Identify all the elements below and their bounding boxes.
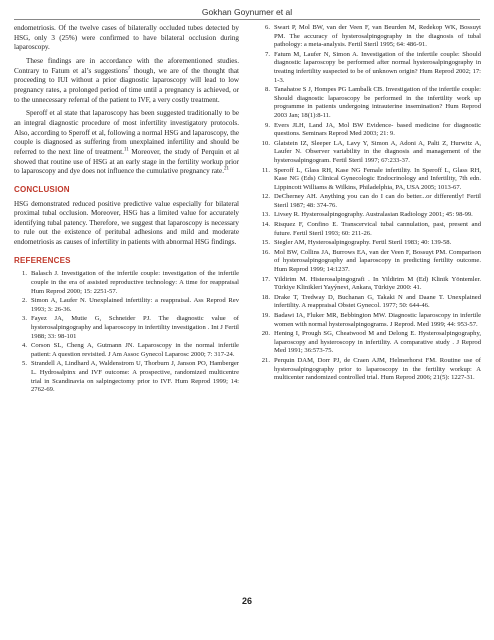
reference-list [257,24,481,383]
reference-number: 17. [261,275,270,283]
reference-item [257,86,481,120]
reference-item [257,24,481,50]
reference-text: Simon A, Laufer N. Unexplained infertility: a reappraisal. Ass Reprod Rev 1993; 3: 26-36. [31,297,239,313]
reference-item [257,312,481,329]
reference-text: Strandell A, Lindhard A, Waldenstrom U, Thorburn J, Janson PO, Hamberger L. Hydrosalpinx and IVF outcome: A prospective, randomized multicentre trial in Scandinavia on salpingectomy prior to IVF. Hum Reprod 1999; 14: 2762-69. [31,360,239,394]
reference-number: 3. [22,315,27,323]
reference-number: 2. [22,297,27,305]
reference-text: Siegler AM, Hysterosalpingography. Fertil Steril 1983; 40: 139-58. [274,239,452,247]
reference-text: Perquin DAM, Dorr PJ, de Craen AJM, Helmerhorst FM. Routine use of hysterosalpingography prior to laparoscopy in the fertility workup: A multicenter randomized controlled trial. Hum Reprod 2006; 21(5): 1227-31. [274,356,481,382]
reference-text: Risquez F, Confino E. Transcervical tubal cannulation, past, present and future. Fertil Steril 1993; 60: 211-26. [274,221,481,237]
right-column [257,24,481,384]
reference-number: 4. [22,342,27,350]
body-text: Moreover, the study of Perquin et al showed that routine use of HSG at an early stage in the fertility workup prior to laparoscopy and dye does not influence the cumulative pregnancy rate. [14,147,239,176]
reference-number: 18. [261,293,270,301]
citation: 7 [127,66,131,72]
reference-item [14,360,239,394]
body-text: Speroff et al state that laparoscopy has been suggested traditionally to be an integral diagnostic procedure of most infertility investigatory protocols. Also, according to Speroff et al, following a normal HSG and laparoscopy, the couple is diagnosed as suffering from unexplained infertility and should be referred to the next line of treatment. [14,109,239,156]
reference-text: Balasch J. Investigation of the infertile couple: investigation of the infertile couple in the era of assisted reproductive technology: A time for reappraisal Hum Reprod 2000; 15: 2251-57. [31,270,239,295]
reference-item [14,342,239,359]
reference-number: 9. [265,121,270,129]
references-heading: REFERENCES [14,255,71,265]
reference-text: Yildirim M. Histerosalpingografi . In Yildirim M (Ed) Klinik Yöntemler. Türkiye Klinikleri Yayýnevi, Ankara, Türkiye 2000: 41. [274,275,481,292]
reference-number: 10. [261,139,270,147]
conclusion-paragraph: HSG demonstrated reduced positive predictive value especially for bilateral proximal tubal occlusion. Moreover, HSG has a limited value for accurately identifying tubal patency. Therefore, we suggest that laparoscopy is necessary to rule out the existence of peritubal adhesions and mild and moderate endometriosis as causes of infertility in patients with abnormal HSG findings. [14,199,239,247]
reference-number: 5. [22,360,27,368]
reference-item [257,140,481,166]
running-head: Gokhan Goynumer et al [201,7,293,17]
reference-text: DeCherney AH. Anything you can do I can do better...or differently! Fertil Steril 1987; 48: 374-76. [274,193,481,209]
reference-text: Mol BW, Collins JA, Burrows EA, van der Veen F, Bossuyt PM. Comparison of hysterosalpingography and laparoscopy in predicting fertility outcome. Hum Reprod 1999; 14:1237. [274,248,481,274]
reference-number: 13. [261,211,270,219]
reference-text: Tanahatoe S J, Hompes PG Lambalk CB. Investigation of the infertile couple: Should diagnostic laparoscopy be performed in the infertility work up programme in patients undergoing intrauterine insemination? Hum Reprod 2003 Jan; 18(1):8-11. [274,86,481,119]
reference-item [14,315,239,341]
reference-text: Badawi IA, Fluker MR, Bebbington MW. Diagnostic laparoscopy in infertile women with normal hysterosalpingograms. J Reprod. Med 1999; 44: 953-57. [274,312,481,328]
reference-number: 1. [22,270,27,278]
page-number: 26 [241,596,252,606]
reference-text: Fatum M, Laufer N, Simon A. Investigation of the infertile couple: Should diagnostic laparoscopy be performed after normal hysterosalpingography in treating infertility suspected to be of unknown origin? Hum Reprod 2002; 17: 1-3. [274,50,481,84]
body-paragraph [14,109,239,177]
reference-number: 8. [265,86,270,94]
reference-number: 15. [261,239,270,247]
reference-text: Hening I, Prough SG, Cheatwood M and Delong E. Hysterosalpingography, laparoscopy and hysteroscopy in infertility. A comparative study . J Reprod Med 1991; 36:573-75. [274,330,481,355]
reference-item [257,211,481,220]
reference-text: Glatstein IZ, Sleeper LA, Lavy Y, Simon A, Adoni A, Palti Z, Hurwitz A, Laufer N. Observer variability in the diagnosis and management of the hysterosalpingogram. Fertil Steril 1997; 67:233-37. [274,139,481,164]
reference-item [257,239,481,248]
reference-text: Livsey R. Hysterosalpingography. Australasian Radiology 2001; 45: 98-99. [274,211,473,219]
reference-text: Speroff L, Glass RH, Kase NG Female infertility. In Speroff L, Glass RH, Kase NG (Eds) Clinical Gynecologic Endocrinology and Infertility, 7th edn. Lippincott Williams & Wilkins, Philadelphia, PA, USA 2005; 1013-67. [274,166,481,191]
body-paragraph: endometriosis. Of the twelve cases of bilaterally occluded tubes detected by HSG, only 3 (25%) were confirmed to have bilateral occlusion during laparoscopy. [14,24,239,52]
reference-item [257,357,481,383]
body-paragraph [14,57,239,105]
reference-item [257,249,481,275]
citation: 21 [223,166,229,172]
reference-item [257,221,481,238]
reference-number: 6. [265,24,270,31]
body-text: These findings are in accordance with the aforementioned studies. Contrary to Fatum et al’s suggestions [14,56,239,75]
reference-text: Evers JLH, Land JA, Mol BW Evidence- based medicine for diagnostic questions. Seminars Reprod Med 2003; 21: 9. [274,121,481,138]
reference-number: 19. [261,312,270,319]
reference-number: 20. [261,330,270,338]
body-text: though, we are of the thought that proceeding to IUI without a prior diagnostic laparoscopy will lead to low pregnancy rates, a prolonged period of time until a pregnancy is achieved, or to the unnecessary referral of the patient to IVF, a very costly treatment. [14,66,239,104]
reference-text: Drake T, Tredway D, Buchanan G, Takaki N and Daane T. Unexplained infertility. A reappraisal Obstet Gynecol. 1977; 50: 644-46. [274,293,481,310]
header-rule [14,19,480,20]
reference-list [14,270,239,394]
reference-text: Corson SL, Cheng A, Gutmann JN. Laparoscopy in the normal infertile patient: A question revisited. J Am Assoc Gynecol Laparosc 2000; 7: 317-24. [31,342,239,358]
reference-item [257,167,481,193]
reference-number: 7. [265,50,270,58]
reference-item [257,51,481,85]
reference-number: 12. [261,193,270,201]
reference-item [257,122,481,139]
reference-text: Swart P, Mol BW, van der Veen F, van Beurden M, Redekop WK, Bossuyt PM. The accuracy of hysterosalpingography in the diagnosis of tubal pathology: a meta-analysis. Fertil Steril 1995; 64: 486-91. [274,24,481,49]
reference-number: 11. [262,166,270,174]
reference-number: 16. [261,248,270,256]
reference-number: 14. [261,221,270,229]
reference-item [257,276,481,293]
reference-text: Fayez JA, Mutie G, Schneider PJ. The diagnostic value of hysterosalpingography and laparoscopy in infertility investigation . Int J Fertil 1988; 33: 98-101 [31,315,239,340]
reference-item [14,297,239,314]
reference-number: 21. [261,356,270,364]
conclusion-heading: CONCLUSION [14,184,70,194]
citation: 11 [123,147,129,153]
reference-item [14,270,239,296]
reference-item [257,330,481,356]
reference-item [257,294,481,311]
left-column [14,24,239,396]
reference-item [257,193,481,210]
